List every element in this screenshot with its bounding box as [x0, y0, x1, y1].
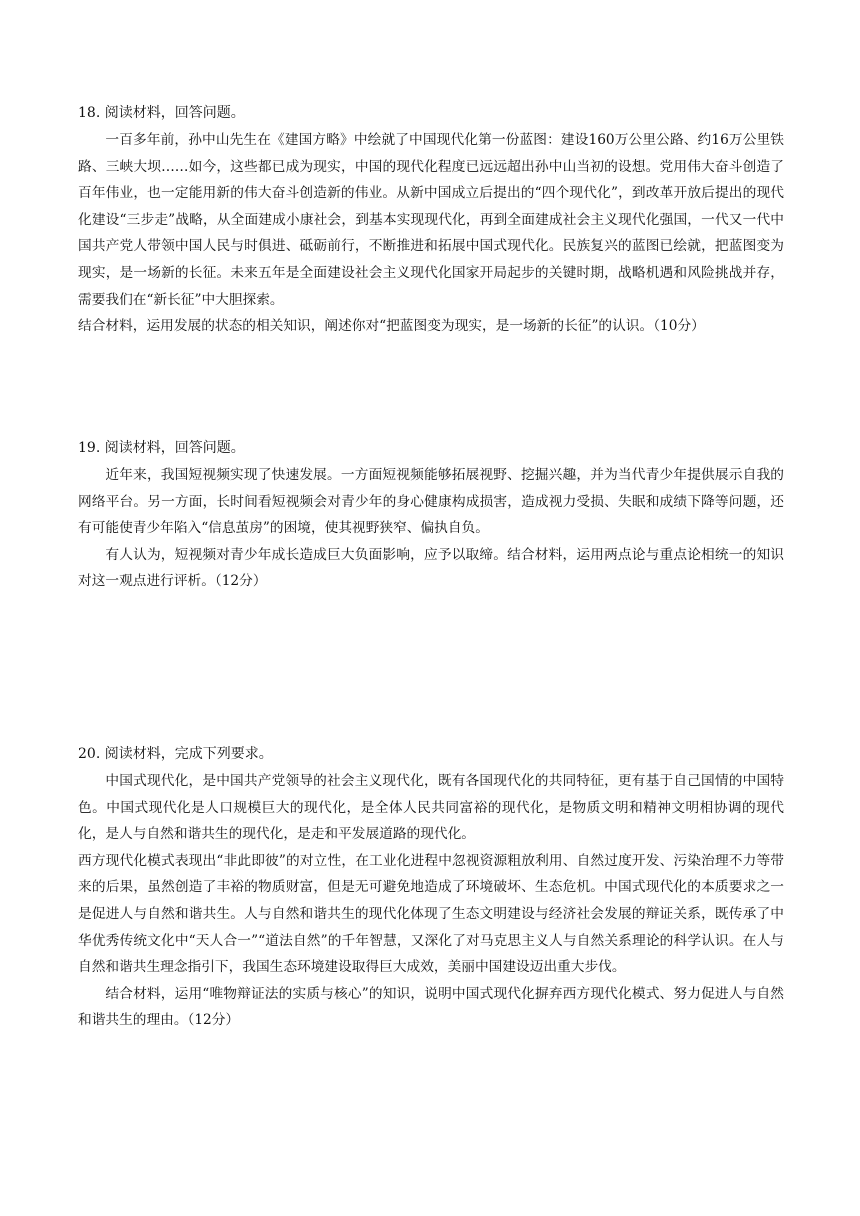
question-19	[78, 435, 784, 595]
question-prompt: 结合材料，运用“唯物辩证法的实质与核心”的知识，说明中国式现代化摒弃西方现代化模式、努力促进人与自然和谐共生的理由。（12分）	[78, 985, 784, 1029]
material-paragraph: 西方现代化模式表现出“非此即彼”的对立性，在工业化进程中忽视资源粗放利用、自然过度开发、污染治理不力等带来的后果，虽然创造了丰裕的物质财富，但是无可避免地造成了环境破坏、生态危机。中国式现代化的本质要求之一是促进人与自然和谐共生。人与自然和谐共生的现代化体现了生态文明建设与经济社会发展的辩证关系，既传承了中华优秀传统文化中“天人合一”“道法自然”的千年智慧，又深化了对马克思主义人与自然关系理论的科学认识。在人与自然和谐共生理念指引下，我国生态环境建设取得巨大成效，美丽中国建设迈出重大步伐。	[78, 852, 784, 976]
material-paragraph: 中国式现代化，是中国共产党领导的社会主义现代化，既有各国现代化的共同特征，更有基于自己国情的中国特色。中国式现代化是人口规模巨大的现代化，是全体人民共同富裕的现代化，是物质文明和精神文明相协调的现代化，是人与自然和谐共生的现代化，是走和平发展道路的现代化。	[78, 773, 784, 843]
question-title: 18. 阅读材料，回答问题。	[78, 105, 245, 121]
material-paragraph: 一百多年前，孙中山先生在《建国方略》中绘就了中国现代化第一份蓝图：建设160万公里公路、约16万公里铁路、三峡大坝……如今，这些都已成为现实，中国的现代化程度已远远超出孙中山当初的设想。党用伟大奋斗创造了百年伟业，也一定能用新的伟大奋斗创造新的伟业。从新中国成立后提出的“四个现代化”，到改革开放后提出的现代化建设“三步走”战略，从全面建成小康社会，到基本实现现代化，再到全面建成社会主义现代化强国，一代又一代中国共产党人带领中国人民与时俱进、砥砺前行，不断推进和拓展中国式现代化。民族复兴的蓝图已绘就，把蓝图变为现实，是一场新的长征。未来五年是全面建设社会主义现代化国家开局起步的关键时期，战略机遇和风险挑战并存，需要我们在“新长征”中大胆探索。	[78, 132, 784, 308]
question-prompt: 结合材料，运用发展的状态的相关知识，阐述你对“把蓝图变为现实，是一场新的长征”的认识。（10分）	[78, 318, 705, 335]
question-title: 20. 阅读材料，完成下列要求。	[78, 746, 273, 762]
material-paragraph: 近年来，我国短视频实现了快速发展。一方面短视频能够拓展视野、挖掘兴趣，并为当代青少年提供展示自我的网络平台。另一方面，长时间看短视频会对青少年的身心健康构成损害，造成视力受损、失眠和成绩下降等问题，还有可能使青少年陷入“信息茧房”的困境，使其视野狭窄、偏执自负。	[78, 467, 784, 537]
question-title: 19. 阅读材料，回答问题。	[78, 440, 245, 456]
question-20	[78, 741, 784, 1034]
question-prompt: 有人认为，短视频对青少年成长造成巨大负面影响，应予以取缔。结合材料，运用两点论与重点论相统一的知识对这一观点进行评析。（12分）	[78, 546, 784, 590]
question-18	[78, 100, 784, 340]
